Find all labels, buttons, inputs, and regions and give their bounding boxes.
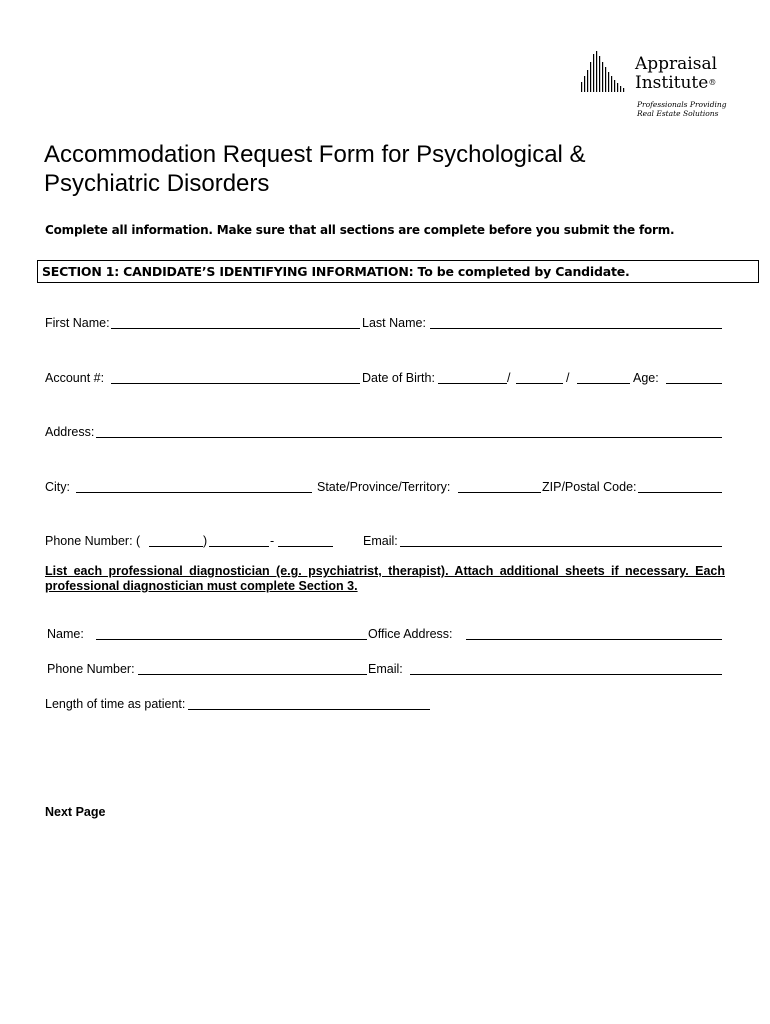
office-address-label: Office Address: <box>368 627 453 641</box>
logo-name-line1: Appraisal <box>635 54 718 74</box>
appraisal-institute-logo <box>578 50 748 122</box>
dob-separator-2: / <box>566 371 570 385</box>
diagnostician-phone-field[interactable] <box>138 674 367 675</box>
section1-header-text: SECTION 1: CANDIDATE’S IDENTIFYING INFORMATION: To be completed by Candidate. <box>42 264 630 279</box>
account-field[interactable] <box>111 383 360 384</box>
logo-name-line2 <box>635 74 716 92</box>
registered-mark: ® <box>708 78 717 87</box>
city-field[interactable] <box>76 492 312 493</box>
length-as-patient-label: Length of time as patient: <box>45 697 186 711</box>
phone-prefix-field[interactable] <box>209 546 269 547</box>
phone-paren: ) <box>203 534 208 548</box>
phone-area-code-field[interactable] <box>149 546 203 547</box>
last-name-field[interactable] <box>430 328 722 329</box>
dob-label: Date of Birth: <box>362 371 435 385</box>
zip-field[interactable] <box>638 492 722 493</box>
email-label: Email: <box>363 534 398 548</box>
logo-bars-icon <box>578 50 628 94</box>
logo-tagline-line1: Professionals Providing <box>637 100 727 109</box>
next-page-label: Next Page <box>45 805 106 819</box>
age-label: Age: <box>633 371 659 385</box>
age-field[interactable] <box>666 383 722 384</box>
logo-name-text: Institute <box>635 73 709 93</box>
office-address-field[interactable] <box>466 639 722 640</box>
length-as-patient-field[interactable] <box>188 709 430 710</box>
account-label: Account #: <box>45 371 105 385</box>
dob-separator-1: / <box>507 371 511 385</box>
dob-day-field[interactable] <box>516 383 563 384</box>
diagnostician-email-label: Email: <box>368 662 403 676</box>
phone-dash: - <box>270 534 275 548</box>
city-label: City: <box>45 480 70 494</box>
state-field[interactable] <box>458 492 541 493</box>
address-field[interactable] <box>96 437 722 438</box>
diagnostician-email-field[interactable] <box>410 674 722 675</box>
state-label: State/Province/Territory: <box>317 480 451 494</box>
form-instructions: Complete all information. Make sure that all sections are complete before you submit the form. <box>45 223 675 237</box>
zip-label: ZIP/Postal Code: <box>542 480 637 494</box>
diagnostician-name-field[interactable] <box>96 639 367 640</box>
last-name-label: Last Name: <box>362 316 426 330</box>
logo-tagline-line2: Real Estate Solutions <box>637 109 719 118</box>
address-label: Address: <box>45 425 95 439</box>
first-name-field[interactable] <box>111 328 360 329</box>
phone-line-field[interactable] <box>278 546 333 547</box>
diagnostician-name-label: Name: <box>47 627 84 641</box>
phone-label: Phone Number: ( <box>45 534 141 548</box>
section1-header <box>37 260 759 283</box>
dob-year-field[interactable] <box>577 383 630 384</box>
diagnostician-instructions: List each professional diagnostician (e.g. psychiatrist, therapist). Attach additional sheets if necessary. Each professional diagnostician must complete Section 3. <box>45 564 725 593</box>
dob-month-field[interactable] <box>438 383 507 384</box>
page-title: Accommodation Request Form for Psychological & Psychiatric Disorders <box>44 141 586 197</box>
first-name-label: First Name: <box>45 316 110 330</box>
email-field[interactable] <box>400 546 722 547</box>
diagnostician-phone-label: Phone Number: <box>47 662 135 676</box>
